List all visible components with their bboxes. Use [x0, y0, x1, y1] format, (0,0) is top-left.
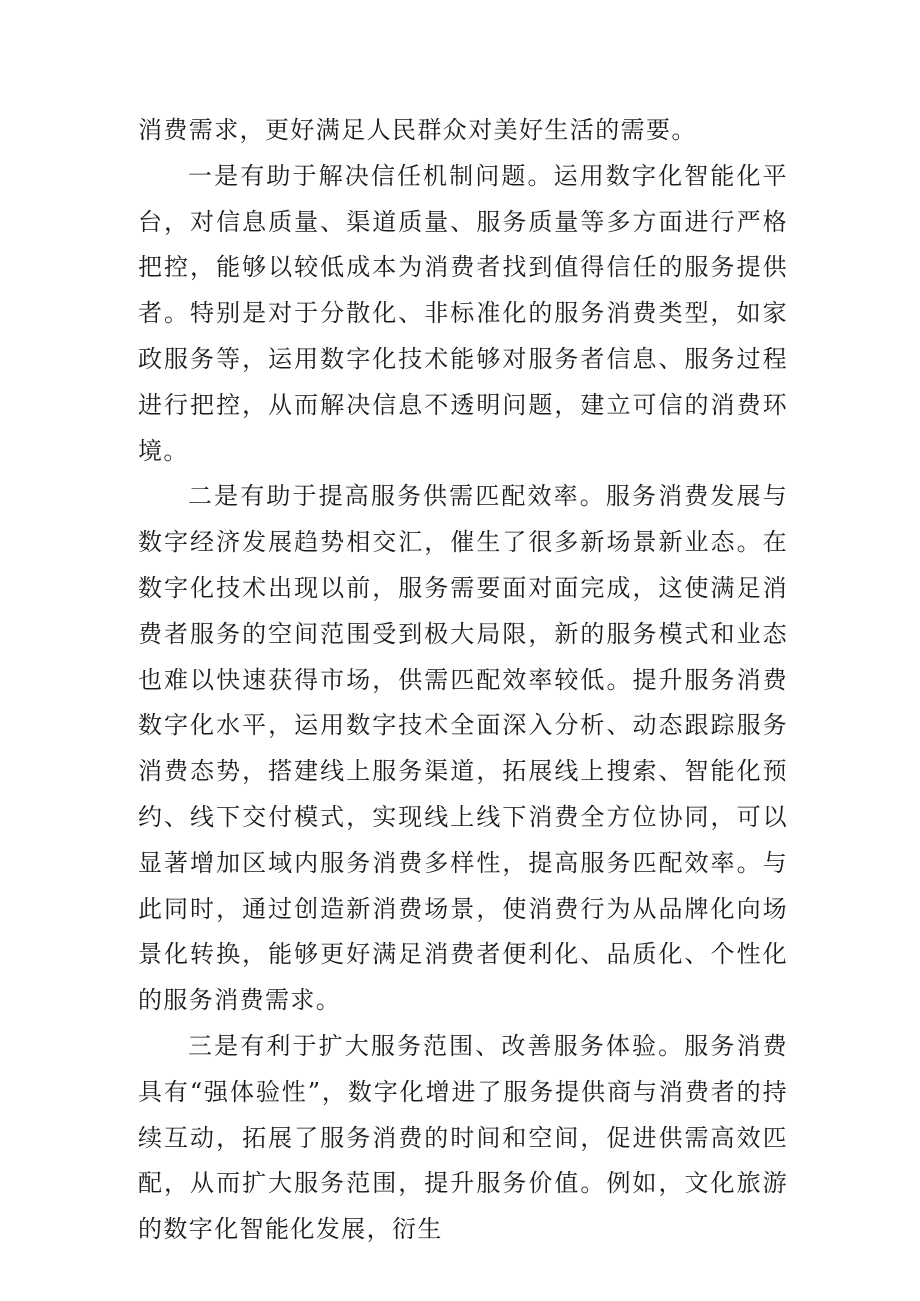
- paragraph-service-scope: 三是有利于扩大服务范围、改善服务体验。服务消费具有“强体验性”，数字化增进了服务提供商与消费者的持续互动，拓展了服务消费的时间和空间，促进供需高效匹配，从而扩大服务范围，提升服务价值。例如，文化旅游的数字化智能化发展，衍生: [138, 1031, 788, 1244]
- paragraph-trust-mechanism: 一是有助于解决信任机制问题。运用数字化智能化平台，对信息质量、渠道质量、服务质量等多方面进行严格把控，能够以较低成本为消费者找到值得信任的服务提供者。特别是对于分散化、非标准化的服务消费类型，如家政服务等，运用数字化技术能够对服务者信息、服务过程进行把控，从而解决信息不透明问题，建立可信的消费环境。: [138, 161, 788, 465]
- paragraph-supply-demand-matching: 二是有助于提高服务供需匹配效率。服务消费发展与数字经济发展趋势相交汇，催生了很多新场景新业态。在数字化技术出现以前，服务需要面对面完成，这使满足消费者服务的空间范围受到极大局限，新的服务模式和业态也难以快速获得市场，供需匹配效率较低。提升服务消费数字化水平，运用数字技术全面深入分析、动态跟踪服务消费态势，搭建线上服务渠道，拓展线上搜索、智能化预约、线下交付模式，实现线上线下消费全方位协同，可以显著增加区域内服务消费多样性，提高服务匹配效率。与此同时，通过创造新消费场景，使消费行为从品牌化向场景化转换，能够更好满足消费者便利化、品质化、个性化的服务消费需求。: [138, 482, 788, 1015]
- document-body: [138, 108, 788, 1253]
- paragraph-continuation: 消费需求，更好满足人民群众对美好生活的需要。: [138, 116, 697, 144]
